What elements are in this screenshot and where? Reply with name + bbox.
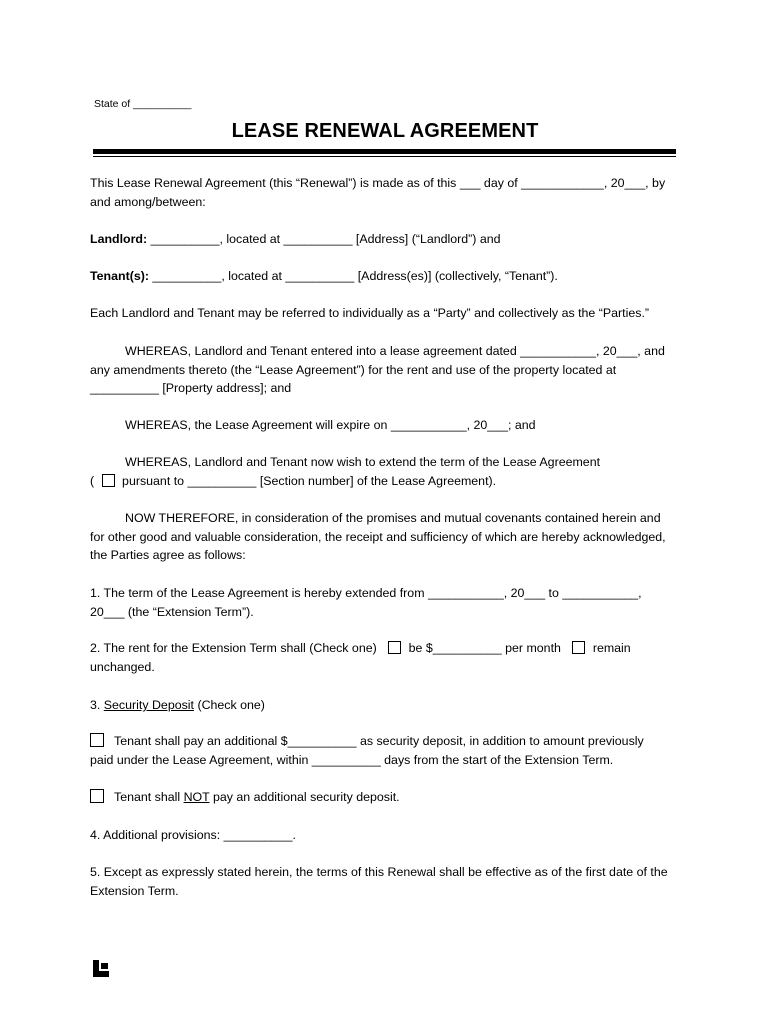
item-1-paragraph [90,584,642,621]
no-additional-deposit-checkbox[interactable] [90,789,104,803]
item-2-paragraph [90,639,631,676]
option-a-paragraph [90,732,644,769]
brand-logo-icon [93,960,109,977]
title-rule-thick [93,149,676,154]
tenant-label: Tenant(s): [90,269,149,283]
whereas-1-line-2: any amendments thereto (the “Lease Agreement”) for the rent and use of the property located at [90,362,617,377]
option-a-text: Tenant shall pay an additional $__________ as security deposit, in addition to amount previously [114,734,644,748]
whereas-1-paragraph [90,342,665,398]
rent-increase-checkbox[interactable] [388,641,401,654]
intro-paragraph [90,174,665,211]
item-2-line-2: unchanged. [90,659,155,674]
option-b-before: Tenant shall [114,790,184,804]
landlord-text: __________, located at __________ [Address] (“Landlord”) and [147,232,501,246]
section-checkbox[interactable] [102,474,115,487]
option-b-after: pay an additional security deposit. [209,790,400,804]
rent-unchanged-checkbox[interactable] [572,641,585,654]
landlord-label: Landlord: [90,232,148,246]
now-therefore-paragraph [90,509,666,565]
intro-line-2: and among/between: [90,194,206,209]
rent-amount-text: be $__________ per month [408,641,561,655]
state-line: State of __________ [94,98,192,110]
whereas-3-line-2-text: pursuant to __________ [Section number] of the Lease Agreement). [122,473,497,488]
item-5-line-2: Extension Term. [90,883,179,898]
now-therefore-line-1: NOW THEREFORE, in consideration of the promises and mutual covenants contained herein and [125,511,661,525]
option-a-line-2: paid under the Lease Agreement, within __________ days from the start of the Extension Term. [90,752,614,767]
now-therefore-line-3: the Parties agree as follows: [90,548,246,562]
option-b-not: NOT [183,790,210,804]
item-5-paragraph [90,863,668,900]
whereas-2-paragraph: WHEREAS, the Lease Agreement will expire on ___________, 20___; and [125,418,536,432]
option-a-line-1 [90,732,644,751]
whereas-1-line-1: WHEREAS, Landlord and Tenant entered into a lease agreement dated ___________, 20___, and [125,344,665,358]
item-4-paragraph: 4. Additional provisions: __________. [90,828,296,842]
item-2-text: 2. The rent for the Extension Term shall (Check one) [90,641,377,655]
tenant-paragraph [90,267,558,286]
item-1-line-2: 20___ (the “Extension Term”). [90,604,254,619]
whereas-1-line-3: __________ [Property address]; and [90,381,292,395]
item-3-rest: (Check one) [194,698,265,712]
intro-line-1: This Lease Renewal Agreement (this “Renewal”) is made as of this ___ day of ____________, 20___, by [90,176,666,190]
tenant-text: __________, located at __________ [Address(es)] (collectively, “Tenant”). [148,269,558,283]
now-therefore-line-2: for other good and valuable consideration, the receipt and sufficiency of which are hereby acknowledged, [90,529,666,544]
item-2-line-1 [90,639,631,658]
document-title: LEASE RENEWAL AGREEMENT [231,120,539,142]
item-5-line-1: 5. Except as expressly stated herein, the terms of this Renewal shall be effective as of the first date of the [90,865,668,879]
title-rule-thin [93,156,676,157]
additional-deposit-checkbox[interactable] [90,733,104,747]
option-b-paragraph [90,788,400,807]
item-3-paragraph [90,696,265,715]
rent-remain-text: remain [592,641,631,655]
item-1-line-1: 1. The term of the Lease Agreement is hereby extended from ___________, 20___ to ___________, [90,586,642,600]
whereas-3-open-paren: ( [90,473,95,488]
parties-paragraph: Each Landlord and Tenant may be referred to individually as a “Party” and collectively as the “Parties.” [90,306,650,320]
whereas-3-line-2 [90,472,600,491]
whereas-3-paragraph [90,453,600,490]
whereas-3-line-1: WHEREAS, Landlord and Tenant now wish to extend the term of the Lease Agreement [125,455,601,469]
security-deposit-link[interactable]: Security Deposit [103,698,194,712]
landlord-paragraph [90,230,501,249]
item-3-number: 3. [90,698,104,712]
